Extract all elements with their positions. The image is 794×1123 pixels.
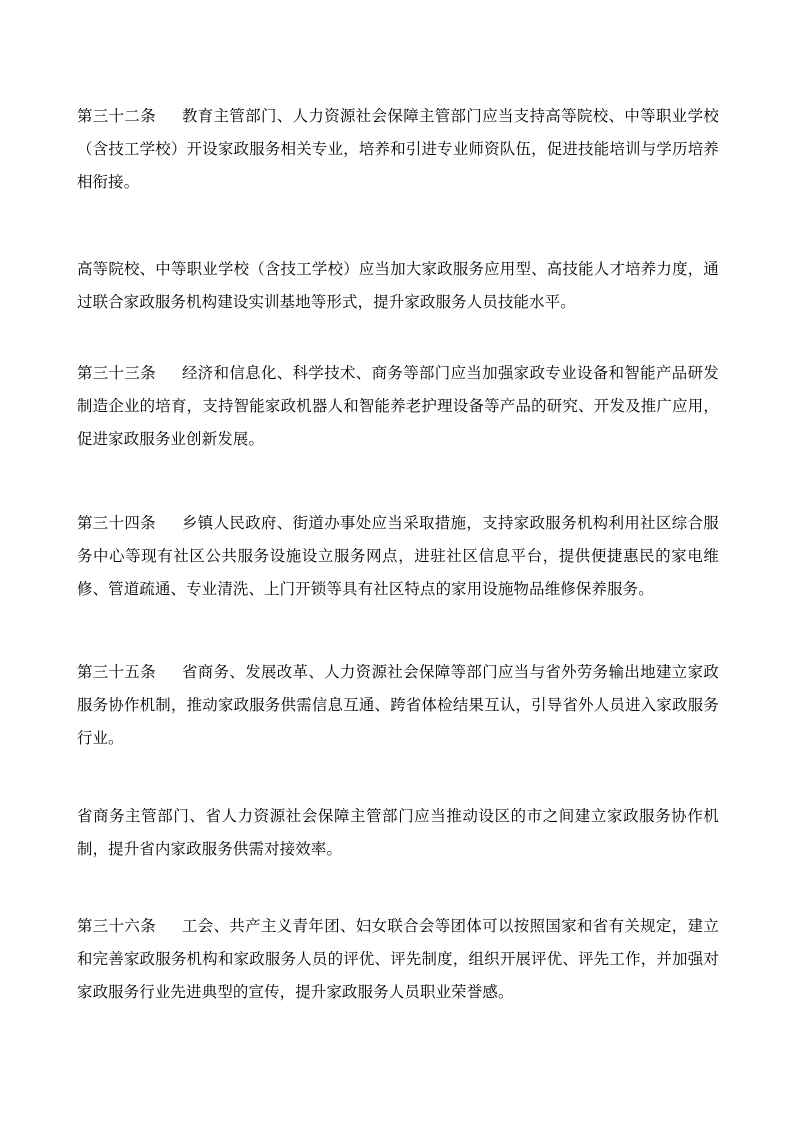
article-number: 第三十五条 [77, 663, 156, 681]
article-35-paragraph [77, 656, 719, 755]
article-32-continuation-paragraph [77, 253, 719, 319]
article-number: 第三十三条 [77, 364, 156, 382]
article-36-paragraph [77, 910, 719, 1009]
article-33-paragraph [77, 357, 719, 456]
article-number: 第三十二条 [77, 107, 156, 125]
article-32-paragraph [77, 100, 719, 199]
article-34-paragraph [77, 507, 719, 606]
paragraph-text: 高等院校、中等职业学校（含技工学校）应当加大家政服务应用型、高技能人才培养力度，通过联合家政服务机构建设实训基地等形式，提升家政服务人员技能水平。 [77, 260, 719, 311]
article-text: 省商务、发展改革、人力资源社会保障等部门应当与省外劳务输出地建立家政服务协作机制，推动家政服务供需信息互通、跨省体检结果互认，引导省外人员进入家政服务行业。 [77, 663, 719, 747]
article-text: 乡镇人民政府、街道办事处应当采取措施，支持家政服务机构利用社区综合服务中心等现有社区公共服务设施设立服务网点，进驻社区信息平台，提供便捷惠民的家电维修、管道疏通、专业清洗、上门开锁等具有社区特点的家用设施物品维修保养服务。 [77, 514, 719, 598]
article-text: 工会、共产主义青年团、妇女联合会等团体可以按照国家和省有关规定，建立和完善家政服务机构和家政服务人员的评优、评先制度，组织开展评优、评先工作，并加强对家政服务行业先进典型的宣传，提升家政服务人员职业荣誉感。 [77, 917, 719, 1001]
article-text: 经济和信息化、科学技术、商务等部门应当加强家政专业设备和智能产品研发制造企业的培育，支持智能家政机器人和智能养老护理设备等产品的研究、开发及推广应用，促进家政服务业创新发展。 [77, 364, 719, 448]
article-35-continuation-paragraph [77, 800, 719, 866]
article-number: 第三十四条 [77, 514, 156, 532]
article-text: 教育主管部门、人力资源社会保障主管部门应当支持高等院校、中等职业学校（含技工学校）开设家政服务相关专业，培养和引进专业师资队伍，促进技能培训与学历培养相衔接。 [77, 107, 719, 191]
article-number: 第三十六条 [77, 917, 156, 935]
paragraph-text: 省商务主管部门、省人力资源社会保障主管部门应当推动设区的市之间建立家政服务协作机制，提升省内家政服务供需对接效率。 [77, 807, 719, 858]
